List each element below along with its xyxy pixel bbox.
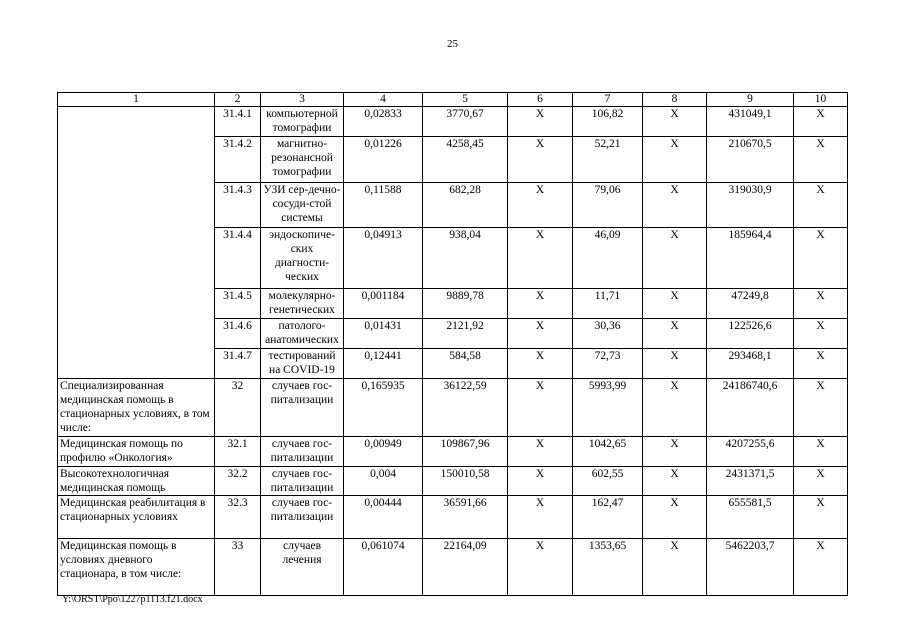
row-unit: случаев гос-питализации [261, 496, 344, 539]
row-c9: 5462203,7 [707, 539, 794, 596]
table-row [58, 107, 848, 137]
row-c9: 431049,1 [707, 107, 794, 137]
row-c7: 1353,65 [573, 539, 643, 596]
row-c5: 2121,92 [423, 319, 508, 349]
row-c9: 4207255,6 [707, 437, 794, 467]
row-c8: X [643, 467, 707, 496]
row-unit: молекулярно-генетических [261, 289, 344, 319]
row-name: Медицинская реабилитация в стационарных условиях [58, 496, 215, 539]
column-number-row [58, 93, 848, 107]
row-c4: 0,04913 [344, 228, 423, 289]
row-c4: 0,00444 [344, 496, 423, 539]
row-c9: 2431371,5 [707, 467, 794, 496]
row-c8: X [643, 539, 707, 596]
column-header: 2 [215, 93, 261, 107]
column-header: 7 [573, 93, 643, 107]
row-unit: случаев лечения [261, 539, 344, 596]
row-c7: 11,71 [573, 289, 643, 319]
page-number: 25 [447, 38, 458, 50]
row-c9: 122526,6 [707, 319, 794, 349]
row-c4: 0,165935 [344, 379, 423, 437]
column-header: 10 [794, 93, 848, 107]
row-c6: X [508, 319, 573, 349]
row-c10: X [794, 137, 848, 183]
row-code: 33 [215, 539, 261, 596]
row-c4: 0,00949 [344, 437, 423, 467]
row-c5: 36122,59 [423, 379, 508, 437]
row-unit: компьютерной томографии [261, 107, 344, 137]
row-c10: X [794, 183, 848, 228]
file-path-footer: Y:\ORST\Ppo\1227p1113.f21.docx [62, 594, 203, 605]
row-c4: 0,11588 [344, 183, 423, 228]
row-c7: 52,21 [573, 137, 643, 183]
row-c6: X [508, 437, 573, 467]
table-row [58, 539, 848, 596]
row-c4: 0,02833 [344, 107, 423, 137]
row-code: 32.3 [215, 496, 261, 539]
row-c10: X [794, 496, 848, 539]
row-c5: 22164,09 [423, 539, 508, 596]
table-row [58, 467, 848, 496]
row-c7: 1042,65 [573, 437, 643, 467]
tariff-table [57, 92, 848, 596]
row-c10: X [794, 379, 848, 437]
row-c10: X [794, 437, 848, 467]
row-unit: патолого-анатомических [261, 319, 344, 349]
row-c9: 319030,9 [707, 183, 794, 228]
row-c4: 0,01226 [344, 137, 423, 183]
row-c6: X [508, 107, 573, 137]
row-c5: 109867,96 [423, 437, 508, 467]
row-c10: X [794, 349, 848, 379]
empty-name-cell [58, 107, 215, 379]
row-c6: X [508, 289, 573, 319]
row-unit: эндоскопиче-ских диагности-ческих [261, 228, 344, 289]
row-c4: 0,12441 [344, 349, 423, 379]
row-c6: X [508, 467, 573, 496]
row-name: Медицинская помощь в условиях дневного стационара, в том числе: [58, 539, 215, 596]
row-c8: X [643, 379, 707, 437]
row-c6: X [508, 228, 573, 289]
row-c8: X [643, 319, 707, 349]
row-c7: 72,73 [573, 349, 643, 379]
column-header: 5 [423, 93, 508, 107]
row-code: 31.4.2 [215, 137, 261, 183]
row-code: 31.4.3 [215, 183, 261, 228]
row-c5: 9889,78 [423, 289, 508, 319]
row-unit: УЗИ сер-дечно-сосуди-стой системы [261, 183, 344, 228]
column-header: 9 [707, 93, 794, 107]
row-c7: 46,09 [573, 228, 643, 289]
row-c4: 0,004 [344, 467, 423, 496]
row-code: 31.4.1 [215, 107, 261, 137]
row-c6: X [508, 539, 573, 596]
row-c6: X [508, 496, 573, 539]
row-c5: 4258,45 [423, 137, 508, 183]
row-c7: 162,47 [573, 496, 643, 539]
row-c8: X [643, 496, 707, 539]
row-c7: 30,36 [573, 319, 643, 349]
row-unit: магнитно-резонансной томографии [261, 137, 344, 183]
row-c8: X [643, 349, 707, 379]
column-header: 1 [58, 93, 215, 107]
table-row [58, 379, 848, 437]
row-unit: тестирований на COVID-19 [261, 349, 344, 379]
row-c9: 210670,5 [707, 137, 794, 183]
row-c5: 938,04 [423, 228, 508, 289]
row-c7: 106,82 [573, 107, 643, 137]
row-c8: X [643, 437, 707, 467]
row-code: 31.4.6 [215, 319, 261, 349]
row-code: 32.2 [215, 467, 261, 496]
row-name: Медицинская помощь по профилю «Онкология» [58, 437, 215, 467]
row-c10: X [794, 319, 848, 349]
row-c8: X [643, 289, 707, 319]
row-c9: 655581,5 [707, 496, 794, 539]
row-c10: X [794, 467, 848, 496]
row-c4: 0,001184 [344, 289, 423, 319]
row-unit: случаев гос-питализации [261, 379, 344, 437]
row-c6: X [508, 183, 573, 228]
row-c5: 3770,67 [423, 107, 508, 137]
row-c9: 293468,1 [707, 349, 794, 379]
row-c6: X [508, 379, 573, 437]
row-code: 32.1 [215, 437, 261, 467]
row-c10: X [794, 107, 848, 137]
row-code: 32 [215, 379, 261, 437]
row-c6: X [508, 349, 573, 379]
row-c5: 584,58 [423, 349, 508, 379]
table-row [58, 437, 848, 467]
row-c8: X [643, 107, 707, 137]
row-c4: 0,061074 [344, 539, 423, 596]
row-c5: 36591,66 [423, 496, 508, 539]
row-unit: случаев гос-питализации [261, 437, 344, 467]
row-c8: X [643, 228, 707, 289]
row-c5: 150010,58 [423, 467, 508, 496]
column-header: 3 [261, 93, 344, 107]
row-c9: 47249,8 [707, 289, 794, 319]
table-row [58, 496, 848, 539]
column-header: 4 [344, 93, 423, 107]
row-code: 31.4.7 [215, 349, 261, 379]
row-name: Специализированная медицинская помощь в стационарных условиях, в том числе: [58, 379, 215, 437]
row-c8: X [643, 137, 707, 183]
row-c7: 79,06 [573, 183, 643, 228]
column-header: 8 [643, 93, 707, 107]
row-c7: 5993,99 [573, 379, 643, 437]
row-c9: 24186740,6 [707, 379, 794, 437]
row-code: 31.4.4 [215, 228, 261, 289]
row-c4: 0,01431 [344, 319, 423, 349]
row-c10: X [794, 539, 848, 596]
row-c10: X [794, 228, 848, 289]
row-name: Высокотехнологичная медицинская помощь [58, 467, 215, 496]
row-c6: X [508, 137, 573, 183]
row-c7: 602,55 [573, 467, 643, 496]
row-unit: случаев гос-питализации [261, 467, 344, 496]
row-c10: X [794, 289, 848, 319]
row-code: 31.4.5 [215, 289, 261, 319]
row-c9: 185964,4 [707, 228, 794, 289]
row-c8: X [643, 183, 707, 228]
row-c5: 682,28 [423, 183, 508, 228]
column-header: 6 [508, 93, 573, 107]
